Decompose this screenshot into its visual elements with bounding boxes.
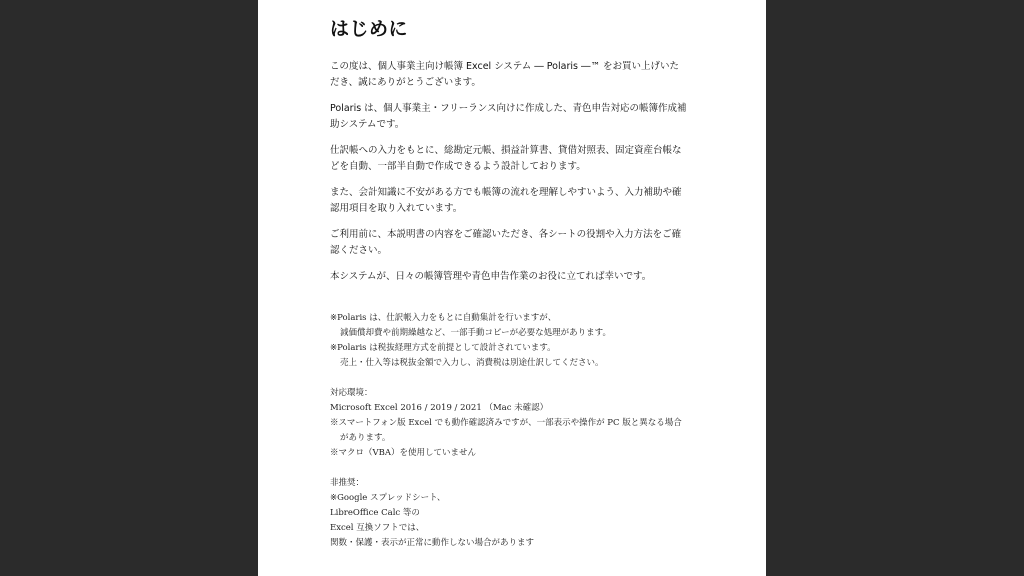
paragraph-thanks xyxy=(330,59,700,91)
notes-auto-aggregate xyxy=(330,311,700,371)
text-line: ご利用前に、本説明書の内容をご確認いただき、各シートの役割や入力方法をご確 xyxy=(330,229,682,240)
note-line: があります。 xyxy=(340,433,391,443)
note-line: ※マクロ（VBA）を使用していません xyxy=(330,448,477,458)
page-title: はじめに xyxy=(330,18,409,40)
note-heading: 非推奨： xyxy=(330,478,365,488)
text-line: だき、誠にありがとうございます。 xyxy=(330,77,481,88)
note-line: ※Polaris は税抜経理方式を前提として設計されています。 xyxy=(330,343,556,353)
document-page[interactable] xyxy=(258,0,766,576)
paragraph-features xyxy=(330,143,700,175)
note-line: Microsoft Excel 2016 / 2019 / 2021 （Mac 未確認） xyxy=(330,403,549,413)
text-line: 認ください。 xyxy=(330,245,388,256)
text-line: この度は、個人事業主向け帳簿 Excel システム ― Polaris ―™ をお買い上げいた xyxy=(330,61,679,72)
text-line: どを自動、一部半自動で作成できるよう設計しております。 xyxy=(330,161,586,172)
notes-environment xyxy=(330,386,700,461)
note-heading: 対応環境： xyxy=(330,388,373,398)
text-line: Polaris は、個人事業主・フリーランス向けに作成した、青色申告対応の帳簿作成補 xyxy=(330,103,687,114)
note-line: LibreOffice Calc 等の xyxy=(330,508,420,518)
text-line: 助システムです。 xyxy=(330,119,405,130)
page-content xyxy=(330,17,700,551)
text-line: 本システムが、日々の帳簿管理や青色申告作業のお役に立てれば幸いです。 xyxy=(330,271,652,282)
note-line: Excel 互換ソフトでは、 xyxy=(330,523,425,533)
note-line: ※Google スプレッドシート、 xyxy=(330,493,446,503)
note-line: ※スマートフォン版 Excel でも動作確認済みですが、一部表示や操作が PC 版と異なる場合 xyxy=(330,418,682,428)
notes-not-recommended xyxy=(330,476,700,551)
text-line: 仕訳帳への入力をもとに、総勘定元帳、損益計算書、貸借対照表、固定資産台帳な xyxy=(330,145,682,156)
paragraph-before-use xyxy=(330,227,700,259)
note-line: 減価償却費や前期繰越など、一部手動コピーが必要な処理があります。 xyxy=(340,328,611,338)
paragraph-closing xyxy=(330,269,700,285)
paragraph-input-support xyxy=(330,185,700,217)
text-line: また、会計知識に不安がある方でも帳簿の流れを理解しやすいよう、入力補助や確 xyxy=(330,187,682,198)
note-line: 関数・保護・表示が正常に動作しない場合があります xyxy=(330,538,535,548)
text-line: 認用項目を取り入れています。 xyxy=(330,203,463,214)
paragraph-about-polaris xyxy=(330,101,700,133)
note-line: 売上・仕入等は税抜金額で入力し、消費税は別途仕訳してください。 xyxy=(340,358,604,368)
notes-section xyxy=(330,311,700,551)
note-line: ※Polaris は、仕訳帳入力をもとに自動集計を行いますが、 xyxy=(330,313,557,323)
